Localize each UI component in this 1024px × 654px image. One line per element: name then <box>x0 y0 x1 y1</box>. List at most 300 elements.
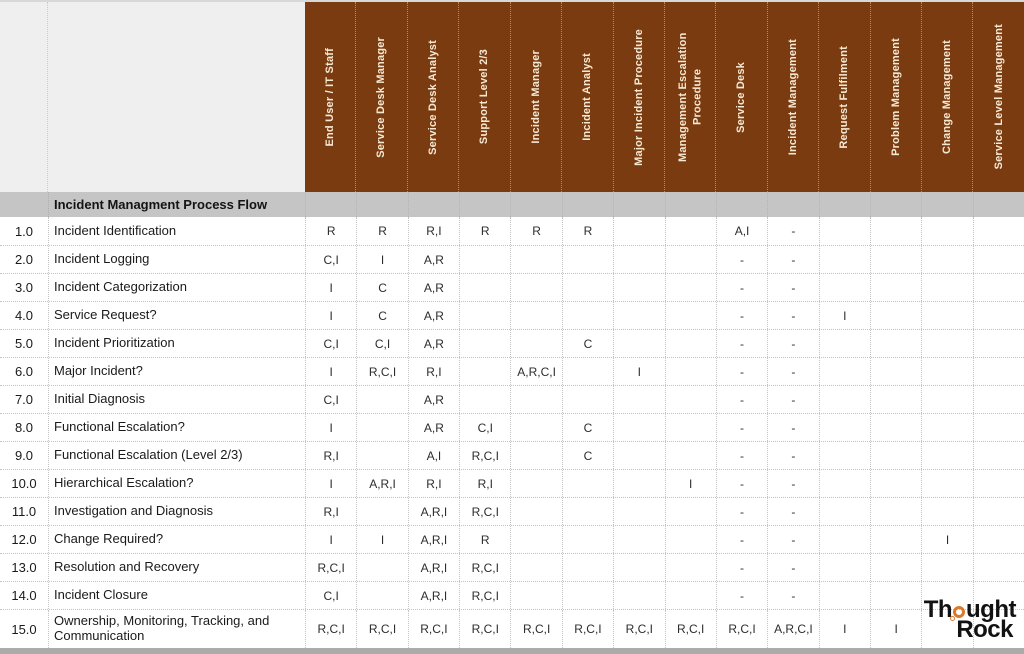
raci-cell <box>356 498 407 525</box>
raci-cell: I <box>305 302 356 329</box>
raci-cell: R,I <box>408 358 459 385</box>
raci-cell <box>819 498 870 525</box>
row-cells <box>305 358 1024 385</box>
table-row <box>0 217 1024 245</box>
raci-cell <box>665 526 716 553</box>
raci-cell: I <box>305 274 356 301</box>
raci-cell: C <box>562 442 613 469</box>
raci-cell: C <box>562 414 613 441</box>
raci-cell <box>562 302 613 329</box>
raci-cell: I <box>613 358 664 385</box>
raci-cell: R,C,I <box>356 358 407 385</box>
row-label: Investigation and Diagnosis <box>48 498 305 525</box>
row-number: 3.0 <box>14 280 34 295</box>
table-row <box>0 581 1024 609</box>
raci-cell <box>459 386 510 413</box>
row-label: Major Incident? <box>48 358 305 385</box>
row-label: Service Request? <box>48 302 305 329</box>
raci-cell <box>510 554 561 581</box>
row-cells <box>305 526 1024 553</box>
title-band-cell <box>408 192 459 217</box>
raci-cell <box>510 302 561 329</box>
column-header <box>561 2 612 192</box>
table-body <box>0 217 1024 648</box>
raci-cell: R,C,I <box>510 610 561 648</box>
column-header-label: Major Incident Procedure <box>632 28 645 166</box>
raci-cell <box>356 442 407 469</box>
raci-cell: - <box>767 498 818 525</box>
raci-cell <box>819 442 870 469</box>
row-cells <box>305 610 1024 648</box>
raci-cell <box>562 526 613 553</box>
raci-cell: I <box>819 610 870 648</box>
raci-cell: - <box>767 274 818 301</box>
raci-cell <box>870 358 921 385</box>
raci-cell <box>819 582 870 609</box>
raci-cell: - <box>716 358 767 385</box>
table-row <box>0 553 1024 581</box>
raci-cell <box>870 246 921 273</box>
raci-cell: I <box>665 470 716 497</box>
raci-cell: - <box>767 358 818 385</box>
column-header <box>972 2 1023 192</box>
raci-cell <box>870 526 921 553</box>
raci-cell: R,C,I <box>356 610 407 648</box>
raci-cell: R <box>356 217 407 245</box>
raci-cell: - <box>716 470 767 497</box>
raci-cell <box>819 358 870 385</box>
raci-cell: R,I <box>408 470 459 497</box>
row-number: 11.0 <box>11 504 37 519</box>
raci-cell: - <box>716 526 767 553</box>
raci-cell: R,I <box>459 470 510 497</box>
raci-cell <box>973 358 1024 385</box>
raci-cell: R,C,I <box>716 610 767 648</box>
raci-cell <box>459 246 510 273</box>
raci-cell <box>870 274 921 301</box>
raci-cell: A,R,I <box>408 498 459 525</box>
raci-cell <box>356 414 407 441</box>
raci-cell: I <box>819 302 870 329</box>
row-cells <box>305 274 1024 301</box>
column-header <box>407 2 458 192</box>
raci-cell <box>665 274 716 301</box>
table-row <box>0 385 1024 413</box>
column-header-label: Request Fulfilment <box>838 45 851 149</box>
raci-cell: R,C,I <box>305 554 356 581</box>
raci-cell <box>819 246 870 273</box>
raci-cell <box>562 498 613 525</box>
raci-cell: R,C,I <box>459 498 510 525</box>
raci-cell <box>819 217 870 245</box>
row-number: 15.0 <box>11 621 37 637</box>
raci-cell: A,R,C,I <box>510 358 561 385</box>
title-band-cell <box>921 192 972 217</box>
raci-cell: A,R,I <box>408 582 459 609</box>
raci-cell: R <box>459 217 510 245</box>
row-number: 2.0 <box>14 252 34 267</box>
table-row <box>0 413 1024 441</box>
title-band-cell <box>819 192 870 217</box>
raci-cell: C <box>356 302 407 329</box>
row-number: 6.0 <box>14 364 34 379</box>
title-band-cell <box>459 192 510 217</box>
raci-cell <box>613 330 664 357</box>
column-header-label: Service Level Management <box>992 24 1005 170</box>
row-cells <box>305 217 1024 245</box>
raci-cell <box>921 217 972 245</box>
raci-cell <box>510 442 561 469</box>
row-cells <box>305 414 1024 441</box>
raci-cell: A,I <box>408 442 459 469</box>
table-row <box>0 609 1024 648</box>
logo-word-rock: Rock <box>956 616 1013 643</box>
table-row <box>0 301 1024 329</box>
raci-cell <box>819 526 870 553</box>
raci-cell <box>613 386 664 413</box>
raci-cell <box>613 246 664 273</box>
raci-cell <box>819 470 870 497</box>
table-bottom-border <box>0 648 1024 654</box>
raci-cell <box>562 274 613 301</box>
title-band-number-spacer <box>0 192 48 217</box>
row-label: Change Required? <box>48 526 305 553</box>
row-cells <box>305 498 1024 525</box>
column-header <box>355 2 406 192</box>
raci-cell <box>562 470 613 497</box>
title-band-cell <box>973 192 1024 217</box>
raci-cell: I <box>305 358 356 385</box>
raci-cell: R,C,I <box>408 610 459 648</box>
table-row <box>0 245 1024 273</box>
raci-cell: A,R <box>408 386 459 413</box>
row-label: Incident Categorization <box>48 274 305 301</box>
title-band <box>0 192 1024 217</box>
raci-cell: A,R <box>408 274 459 301</box>
raci-cell <box>870 582 921 609</box>
raci-cell: I <box>870 610 921 648</box>
raci-cell <box>973 498 1024 525</box>
row-number: 5.0 <box>14 336 34 351</box>
raci-cell <box>562 246 613 273</box>
row-cells <box>305 330 1024 357</box>
raci-cell: A,R,C,I <box>767 610 818 648</box>
row-cells <box>305 554 1024 581</box>
table-row <box>0 273 1024 301</box>
raci-cell <box>356 582 407 609</box>
column-header <box>921 2 972 192</box>
title-band-cell <box>562 192 613 217</box>
raci-cell <box>921 386 972 413</box>
raci-cell: C,I <box>305 386 356 413</box>
raci-cell <box>665 386 716 413</box>
raci-cell <box>510 414 561 441</box>
raci-cell <box>613 414 664 441</box>
row-label: Resolution and Recovery <box>48 554 305 581</box>
raci-cell: A,R <box>408 414 459 441</box>
column-header-label: Management Escalation Procedure <box>676 32 704 162</box>
raci-cell: - <box>716 498 767 525</box>
raci-cell: A,R <box>408 302 459 329</box>
row-number: 13.0 <box>11 560 37 575</box>
raci-cell: I <box>305 526 356 553</box>
raci-cell: I <box>305 414 356 441</box>
raci-cell <box>510 386 561 413</box>
column-header-label: Service Desk <box>735 61 748 133</box>
raci-cell: - <box>716 554 767 581</box>
raci-cell <box>870 414 921 441</box>
raci-cell: R <box>510 217 561 245</box>
raci-cell <box>665 414 716 441</box>
row-label: Incident Closure <box>48 582 305 609</box>
raci-cell: R <box>305 217 356 245</box>
raci-cell <box>973 386 1024 413</box>
raci-cell <box>973 442 1024 469</box>
raci-cell: R <box>562 217 613 245</box>
row-label: Incident Logging <box>48 246 305 273</box>
column-header-label: Support Level 2/3 <box>478 49 491 145</box>
raci-cell: A,R,I <box>408 526 459 553</box>
raci-cell: - <box>767 386 818 413</box>
raci-cell: C,I <box>305 582 356 609</box>
raci-cell <box>819 414 870 441</box>
row-number: 8.0 <box>14 420 34 435</box>
raci-cell <box>921 554 972 581</box>
raci-cell: A,R <box>408 330 459 357</box>
raci-cell <box>665 217 716 245</box>
raci-cell <box>870 330 921 357</box>
raci-cell <box>356 554 407 581</box>
table-row <box>0 441 1024 469</box>
header-corner-spacer <box>0 2 305 192</box>
raci-cell <box>562 582 613 609</box>
raci-cell: I <box>921 526 972 553</box>
row-label: Incident Identification <box>48 217 305 245</box>
row-label: Incident Prioritization <box>48 330 305 357</box>
column-header-label: Incident Analyst <box>581 53 594 141</box>
raci-cell: A,R <box>408 246 459 273</box>
raci-cell: C <box>562 330 613 357</box>
raci-cell <box>870 498 921 525</box>
column-header <box>767 2 818 192</box>
column-header-label: Service Desk Analyst <box>426 39 439 155</box>
raci-cell <box>870 442 921 469</box>
raci-cell: A,R,I <box>408 554 459 581</box>
raci-cell <box>562 358 613 385</box>
row-number: 9.0 <box>14 448 34 463</box>
raci-cell: - <box>767 217 818 245</box>
column-header-label: Incident Manager <box>529 50 542 144</box>
row-cells <box>305 386 1024 413</box>
raci-cell <box>459 330 510 357</box>
raci-cell <box>665 302 716 329</box>
raci-cell <box>510 470 561 497</box>
raci-cell <box>921 414 972 441</box>
raci-cell <box>973 526 1024 553</box>
row-cells <box>305 582 1024 609</box>
raci-cell <box>819 330 870 357</box>
raci-cell: - <box>716 302 767 329</box>
raci-cell <box>973 274 1024 301</box>
raci-cell <box>665 358 716 385</box>
raci-cell: C,I <box>459 414 510 441</box>
raci-cell <box>665 554 716 581</box>
raci-cell <box>921 442 972 469</box>
raci-cell <box>510 582 561 609</box>
raci-cell: - <box>767 582 818 609</box>
raci-cell <box>665 582 716 609</box>
raci-cell <box>613 498 664 525</box>
logo-text: ught <box>966 596 1016 623</box>
title-band-cell <box>665 192 716 217</box>
row-cells <box>305 246 1024 273</box>
column-header-row <box>0 2 1024 192</box>
raci-cell <box>562 554 613 581</box>
table-row <box>0 357 1024 385</box>
raci-cell: R,C,I <box>613 610 664 648</box>
raci-cell: C <box>356 274 407 301</box>
raci-cell: - <box>767 414 818 441</box>
raci-cell <box>973 246 1024 273</box>
row-cells <box>305 470 1024 497</box>
raci-cell: R,I <box>305 442 356 469</box>
title-band-cell <box>716 192 767 217</box>
raci-cell <box>562 386 613 413</box>
logo-text: Th <box>923 596 953 623</box>
column-header-label: Change Management <box>941 39 954 155</box>
raci-cell: - <box>767 302 818 329</box>
raci-cell: R,C,I <box>459 554 510 581</box>
column-headers <box>305 2 1024 192</box>
raci-cell: R,C,I <box>305 610 356 648</box>
raci-cell <box>973 302 1024 329</box>
raci-cell <box>870 217 921 245</box>
raci-cell <box>819 554 870 581</box>
raci-cell: R,I <box>305 498 356 525</box>
raci-cell: I <box>356 246 407 273</box>
table-row <box>0 525 1024 553</box>
raci-cell <box>613 470 664 497</box>
row-label: Functional Escalation (Level 2/3) <box>48 442 305 469</box>
raci-cell: - <box>716 442 767 469</box>
raci-cell <box>459 302 510 329</box>
raci-cell: - <box>767 554 818 581</box>
logo-o-ring-icon <box>953 606 965 618</box>
raci-cell <box>510 274 561 301</box>
row-number: 7.0 <box>14 392 34 407</box>
raci-cell <box>819 274 870 301</box>
column-header <box>664 2 715 192</box>
column-header <box>613 2 664 192</box>
raci-cell: R,C,I <box>459 610 510 648</box>
title-band-cell <box>767 192 818 217</box>
column-header <box>458 2 509 192</box>
raci-cell: - <box>767 442 818 469</box>
row-number: 12.0 <box>11 532 37 547</box>
row-label: Ownership, Monitoring, Tracking, and Communication <box>48 610 305 648</box>
raci-cell: - <box>716 582 767 609</box>
raci-cell <box>921 358 972 385</box>
raci-cell: R,I <box>408 217 459 245</box>
raci-cell <box>973 217 1024 245</box>
raci-cell <box>921 246 972 273</box>
raci-cell <box>665 330 716 357</box>
raci-cell <box>613 442 664 469</box>
raci-cell: R,C,I <box>665 610 716 648</box>
raci-cell <box>973 554 1024 581</box>
row-number: 4.0 <box>14 308 34 323</box>
raci-cell <box>613 582 664 609</box>
row-cells <box>305 442 1024 469</box>
raci-cell: C,I <box>356 330 407 357</box>
column-header-label: Incident Management <box>786 38 799 156</box>
column-header <box>305 2 355 192</box>
raci-cell <box>870 554 921 581</box>
raci-cell: - <box>767 246 818 273</box>
raci-cell: R,C,I <box>459 442 510 469</box>
raci-cell <box>613 274 664 301</box>
thoughtrock-logo <box>924 598 1016 642</box>
raci-cell: A,R,I <box>356 470 407 497</box>
raci-cell: - <box>767 330 818 357</box>
raci-cell: - <box>767 470 818 497</box>
raci-cell: - <box>716 274 767 301</box>
raci-cell <box>973 330 1024 357</box>
raci-cell: R,C,I <box>459 582 510 609</box>
raci-cell: - <box>716 386 767 413</box>
row-cells <box>305 302 1024 329</box>
row-label: Hierarchical Escalation? <box>48 470 305 497</box>
raci-cell: R,C,I <box>562 610 613 648</box>
raci-cell <box>510 330 561 357</box>
column-header-label: End User / IT Staff <box>324 47 337 147</box>
row-number: 1.0 <box>14 223 34 239</box>
raci-cell <box>613 302 664 329</box>
raci-cell <box>973 470 1024 497</box>
raci-cell <box>870 470 921 497</box>
title-band-cell <box>356 192 407 217</box>
raci-cell <box>973 414 1024 441</box>
row-label: Initial Diagnosis <box>48 386 305 413</box>
raci-cell: I <box>356 526 407 553</box>
column-header-label: Problem Management <box>889 38 902 156</box>
raci-cell <box>613 217 664 245</box>
raci-cell <box>665 246 716 273</box>
raci-cell: I <box>305 470 356 497</box>
raci-cell <box>459 274 510 301</box>
raci-cell <box>356 386 407 413</box>
raci-cell <box>665 498 716 525</box>
raci-cell <box>921 470 972 497</box>
raci-cell: - <box>716 330 767 357</box>
raci-cell <box>870 302 921 329</box>
title-band-cell <box>613 192 664 217</box>
raci-cell <box>921 498 972 525</box>
row-label: Functional Escalation? <box>48 414 305 441</box>
raci-cell <box>613 554 664 581</box>
title-band-cell <box>510 192 561 217</box>
column-header <box>510 2 561 192</box>
raci-cell <box>819 386 870 413</box>
raci-cell: C,I <box>305 330 356 357</box>
table-row <box>0 329 1024 357</box>
column-header-label: Service Desk Manager <box>375 36 388 158</box>
raci-cell <box>510 246 561 273</box>
raci-cell: R <box>459 526 510 553</box>
raci-cell: - <box>716 246 767 273</box>
row-number: 14.0 <box>11 588 37 603</box>
raci-cell: C,I <box>305 246 356 273</box>
